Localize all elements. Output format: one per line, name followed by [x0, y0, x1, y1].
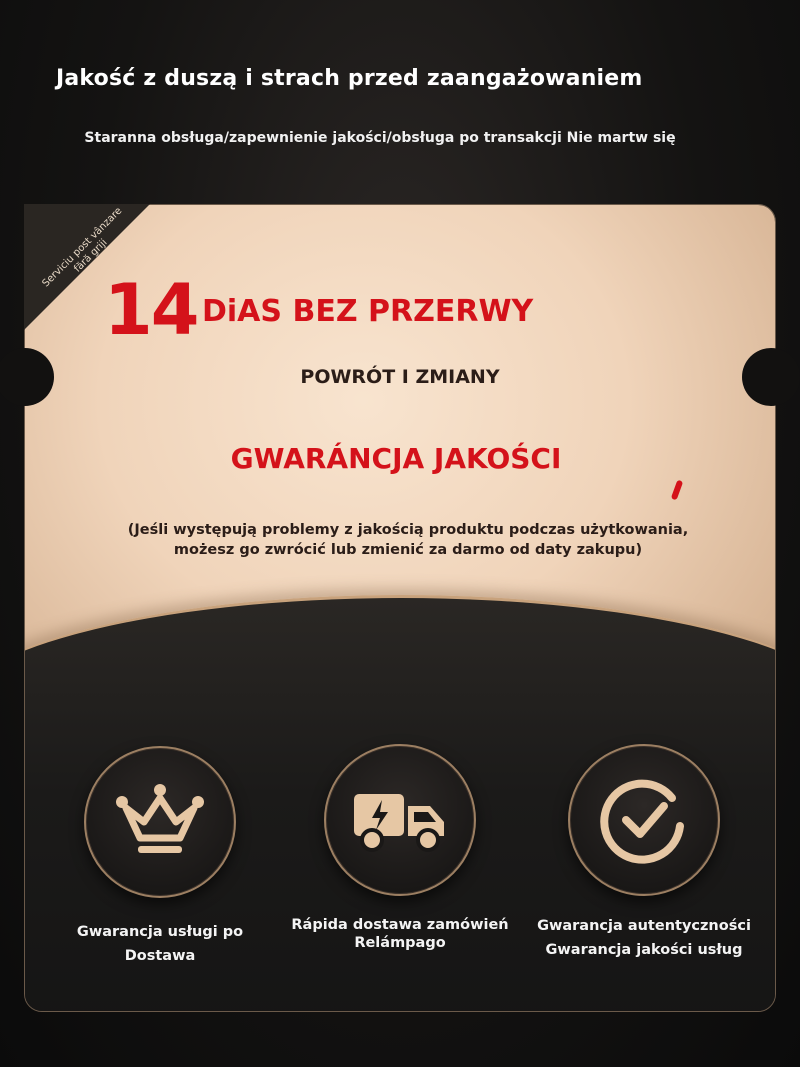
- feature-service-guarantee: [50, 746, 270, 968]
- days-text: DiAS BEZ PRZERWY: [202, 294, 534, 329]
- feature-icon-circle: [84, 746, 236, 898]
- ribbon-text: Serviciu post vânzare fără griji: [40, 205, 125, 290]
- page-title: Jakość z duszą i strach przed zaangażowaniem: [56, 66, 643, 91]
- feature-label-line-1: Gwarancja autentyczności: [537, 918, 751, 934]
- feature-label-line-2: Gwarancja jakości usług: [545, 942, 743, 958]
- feature-label-line-2: Dostawa: [124, 948, 196, 964]
- returns-heading: POWRÓT I ZMIANY: [300, 366, 500, 388]
- checkmark-circle-icon: [594, 770, 694, 870]
- feature-label: [290, 916, 510, 952]
- feature-authenticity: [534, 744, 754, 962]
- note-line-1: (Jeśli występują problemy z jakością produktu podczas użytkowania,: [127, 522, 689, 538]
- feature-label-line-1: Rápida dostawa zamówień: [291, 917, 509, 933]
- days-number: 14: [104, 269, 198, 351]
- quality-guarantee-heading: GWARÁNCJA JAKOŚCI: [230, 442, 562, 475]
- delivery-truck-icon: [350, 770, 450, 870]
- feature-label: [50, 920, 270, 968]
- feature-label-line-1: Gwarancja usługi po: [76, 924, 244, 940]
- feature-icon-circle: [568, 744, 720, 896]
- crown-icon: [110, 772, 210, 872]
- page-subtitle: Staranna obsługa/zapewnienie jakości/obsługa po transakcji Nie martw się: [84, 130, 676, 146]
- feature-icon-circle: [324, 744, 476, 896]
- guarantee-note: [0, 520, 800, 560]
- feature-fast-delivery: [290, 744, 510, 952]
- note-line-2: możesz go zwrócić lub zmienić za darmo od daty zakupu): [173, 542, 643, 558]
- feature-label-line-2: Relámpago: [354, 935, 446, 951]
- feature-label: [534, 914, 754, 962]
